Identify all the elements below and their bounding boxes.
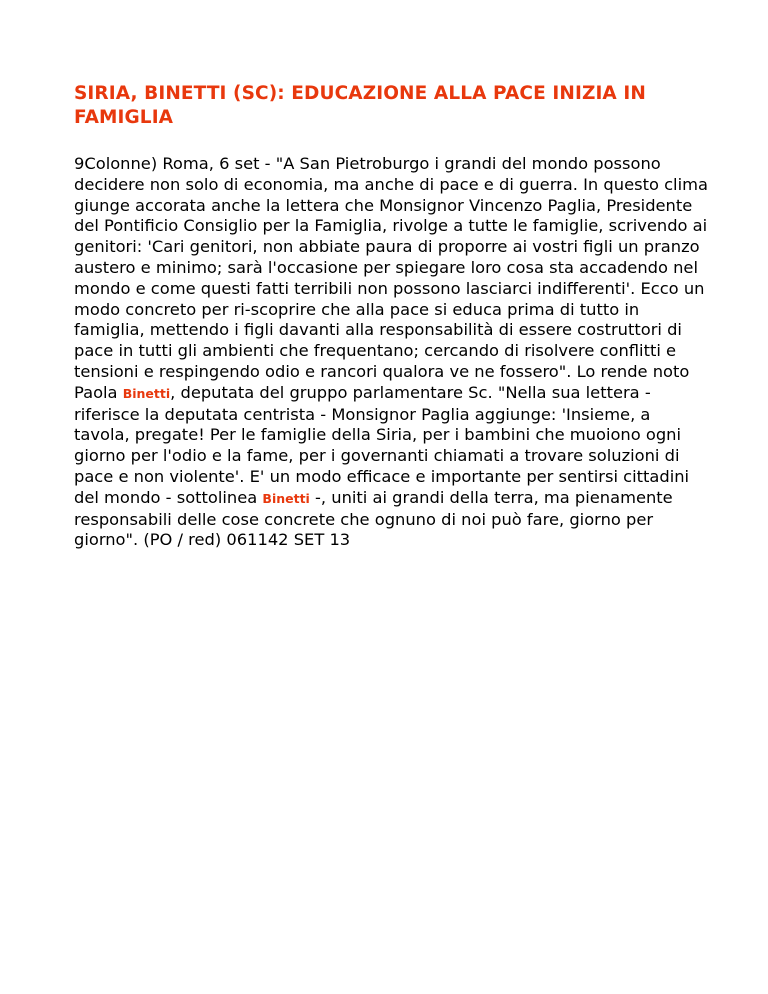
article-body bbox=[74, 154, 710, 551]
highlighted-name-1: Binetti bbox=[122, 385, 171, 401]
article-body-part-2: , deputata del gruppo parlamentare Sc. "Nella sua lettera - riferisce la deputata centrista - Monsignor Paglia aggiunge: 'Insieme, a tavola, pregate! Per le famiglie della Siria, per i bambini che muoiono ogni giorno per l'odio e la fame, per i governanti chiamati a trovare soluzioni di pace e non violente'. E' un modo efficace e importante per sentirsi cittadini del mondo - sottolinea bbox=[74, 382, 690, 507]
article-body-part-3: -, uniti ai grandi della terra, ma pienamente responsabili delle cose concrete che ognuno di noi può fare, giorno per giorno". (PO / red) 061142 SET 13 bbox=[74, 487, 673, 550]
article bbox=[74, 82, 710, 551]
article-body-part-1: 9Colonne) Roma, 6 set - "A San Pietroburgo i grandi del mondo possono decidere non solo di economia, ma anche di pace e di guerra. In questo clima giunge accorata anche la lettera che Monsignor Vincenzo Paglia, Presidente del Pontificio Consiglio per la Famiglia, rivolge a tutte le famiglie, scrivendo ai genitori: 'Cari genitori, non abbiate paura di proporre ai vostri figli un pranzo austero e minimo; sarà l'occasione per spiegare loro cosa sta accadendo nel mondo e come questi fatti terribili non possono lasciarci indifferenti'. Ecco un modo concreto per ri-scoprire che alla pace si educa prima di tutto in famiglia, mettendo i figli davanti alla responsabilità di essere costruttori di pace in tutti gli ambienti che frequentano; cercando di risolvere conflitti e tensioni e respingendo odio e rancori qualora ve ne fossero". Lo rende noto Paola bbox=[74, 154, 708, 402]
highlighted-name-2: Binetti bbox=[262, 490, 310, 506]
article-title: SIRIA, BINETTI (SC): EDUCAZIONE ALLA PACE INIZIA IN FAMIGLIA bbox=[74, 83, 646, 128]
